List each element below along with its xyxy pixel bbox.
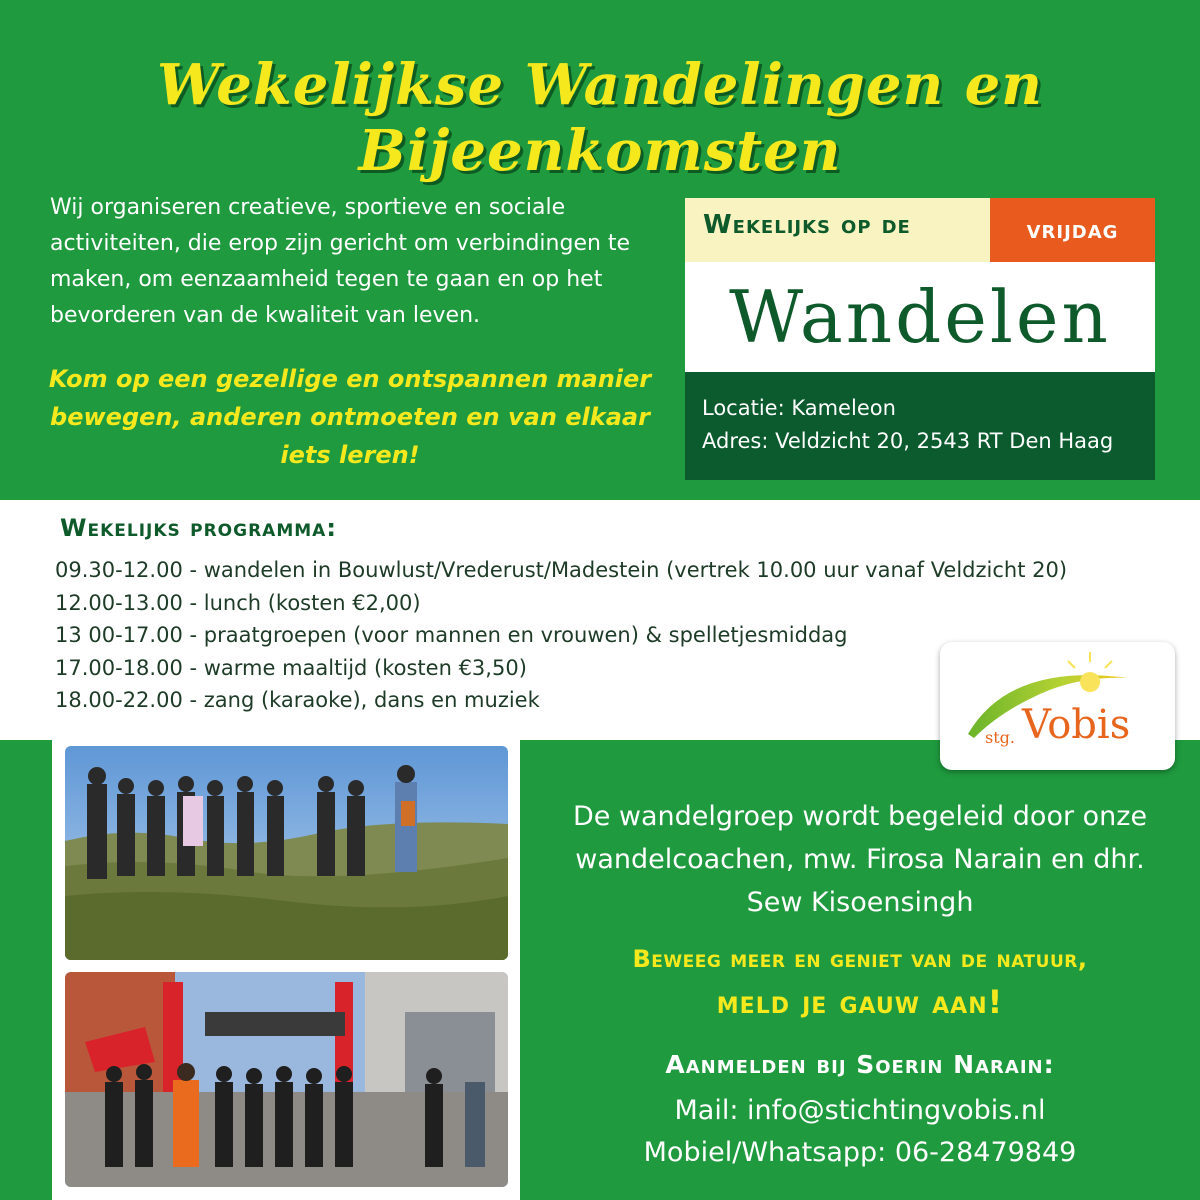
logo-name: Vobis [1022, 702, 1131, 748]
program-list [55, 554, 1067, 717]
dunes-photo-image [65, 746, 508, 960]
weekly-label: Wekelijks op de [703, 210, 911, 240]
intro-text: Wij organiseren creatieve, sportieve en sociale activiteiten, die erop zijn gericht om verbindingen te maken, om eenzaamheid tegen te gaan en op het bevorderen van de kwaliteit van leven. [50, 195, 631, 328]
location-panel [685, 372, 1155, 480]
program-item: 12.00-13.00 - lunch (kosten €2,00) [55, 590, 421, 615]
logo-prefix: stg. [985, 728, 1015, 747]
address-text: Adres: Veldzicht 20, 2543 RT Den Haag [702, 429, 1114, 453]
call-to-action-line1: Beweeg meer en geniet van de natuur, [632, 945, 1088, 973]
call-to-action-line2: meld je gauw aan! [716, 983, 1004, 1021]
program-item: 13 00-17.00 - praatgroepen (voor mannen en vrouwen) & spelletjesmiddag [55, 623, 848, 647]
program-item: 18.00-22.00 - zang (karaoke), dans en muziek [55, 688, 540, 712]
tagline: Kom op een gezellige en ontspannen manier bewegen, anderen ontmoeten en van elkaar iets leren! [48, 365, 652, 469]
contact-email[interactable]: Mail: info@stichtingvobis.nl [674, 1095, 1046, 1126]
contact-phone[interactable]: Mobiel/Whatsapp: 06-28479849 [643, 1137, 1077, 1168]
day-badge: vrijdag [990, 198, 1155, 262]
coach-text: De wandelgroep wordt begeleid door onze wandelcoachen, mw. Firosa Narain en dhr. Sew Kisoensingh [572, 801, 1148, 918]
contact-title: Aanmelden bij Soerin Narain: [665, 1050, 1055, 1079]
event-photo-image [65, 972, 508, 1187]
program-title: Wekelijks programma: [60, 514, 337, 542]
vobis-logo-card [940, 642, 1175, 770]
group-photo-dunes [65, 746, 508, 960]
event-card [685, 198, 1155, 480]
program-item: 17.00-18.00 - warme maaltijd (kosten €3,50) [55, 655, 527, 680]
location-text: Locatie: Kameleon [702, 396, 896, 420]
page-title: Wekelijkse Wandelingen en Bijeenkomsten [156, 52, 1044, 184]
program-item: 09.30-12.00 - wandelen in Bouwlust/Vrederust/Madestein (vertrek 10.00 uur vanaf Veldzicht 20) [55, 558, 1068, 582]
activity-title: Wandelen [685, 262, 1155, 372]
group-photo-event [65, 972, 508, 1187]
